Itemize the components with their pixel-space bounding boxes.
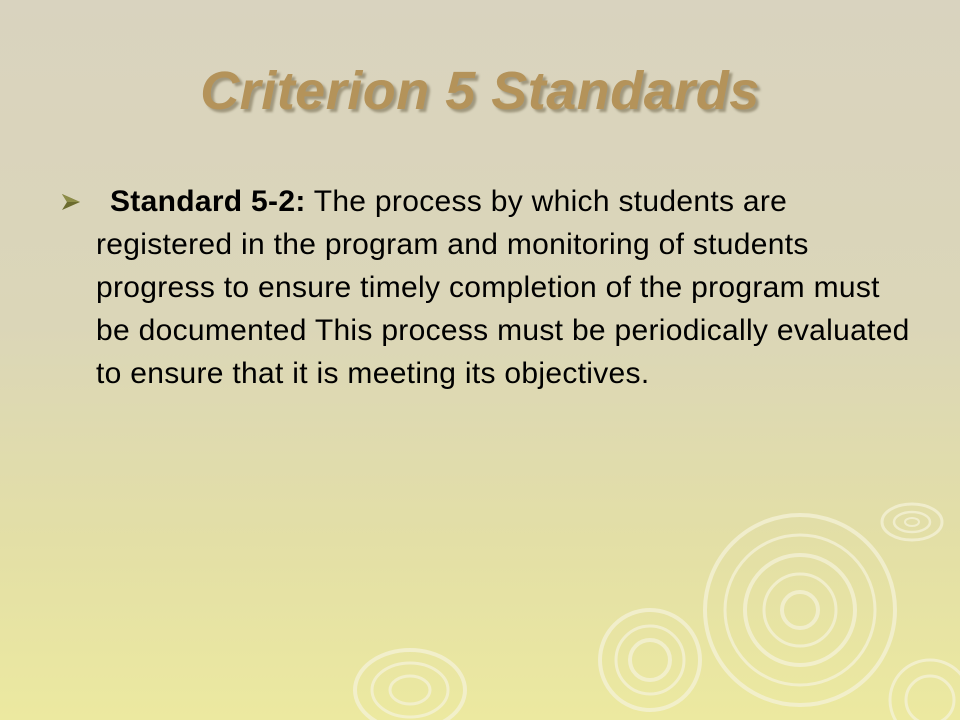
bullet-lead: Standard 5-2: [110, 185, 306, 218]
arrow-bullet-icon [62, 194, 80, 210]
bullet-item [62, 180, 912, 395]
bullet-body: The process by which students are registered in the program and monitoring of students progress to ensure timely completion of the program must be documented This process must be periodically evaluated to ensure that it is meeting its objectives. [96, 185, 910, 390]
slide-title: Criterion 5 Standards [200, 61, 760, 121]
bullet-text [96, 180, 912, 395]
